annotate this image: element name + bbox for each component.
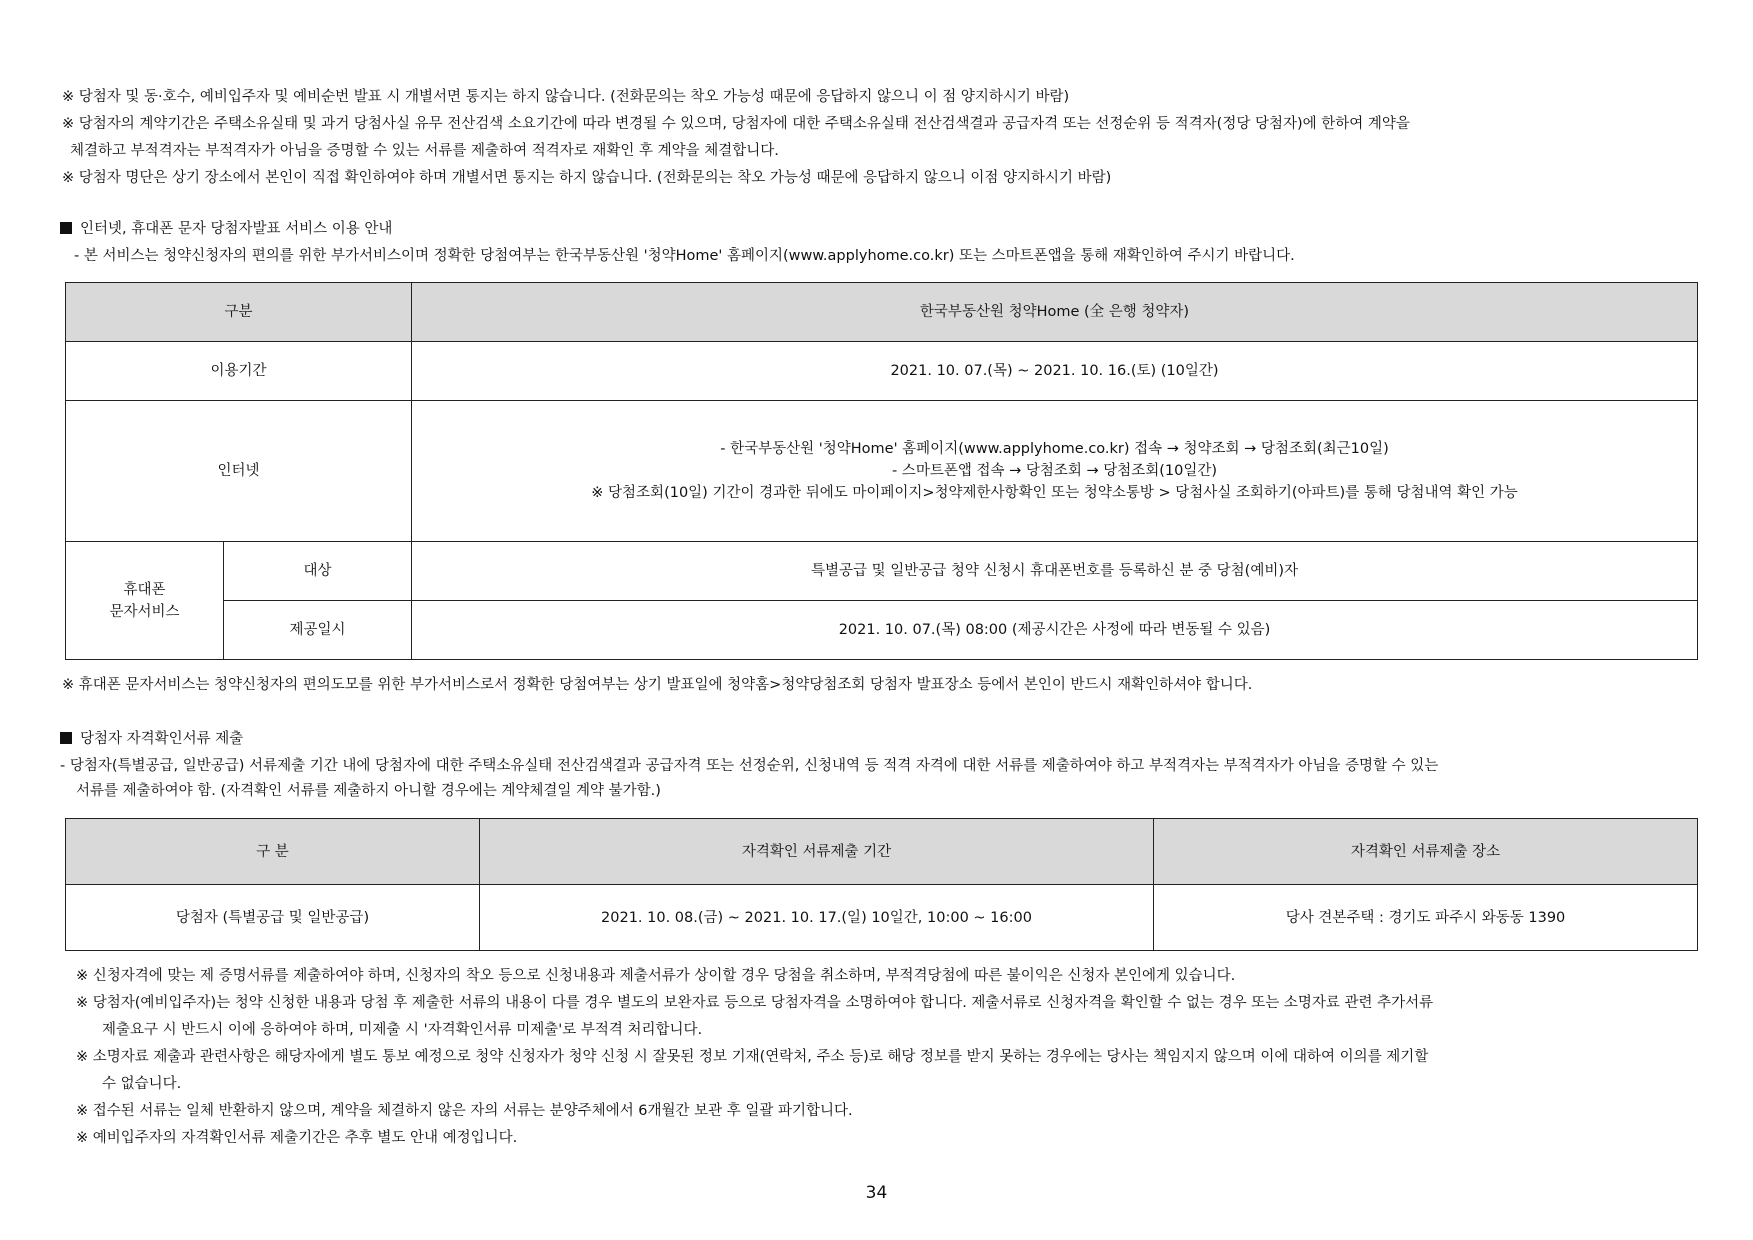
sms-label-line: 문자서비스 — [109, 603, 180, 620]
sms-footnote: ※ 휴대폰 문자서비스는 청약신청자의 편의도모를 위한 부가서비스로서 정확한 당첨여부는 상기 발표일에 청약홈>청약당첨조회 당첨자 발표장소 등에서 본인이 반드시 재확인하셔야 합니다. — [62, 677, 1253, 693]
note: ※ 신청자격에 맞는 제 증명서류를 제출하여야 하며, 신청자의 착오 등으로 신청내용과 제출서류가 상이할 경우 당첨을 취소하며, 부적격당첨에 따른 불이익은 신청자 본인에게 있습니다. — [76, 968, 1236, 984]
time-value: 2021. 10. 07.(목) 08:00 (제공시간은 사정에 따라 변동될 수 있음) — [412, 601, 1698, 660]
table-row — [66, 885, 1698, 951]
note: ※ 당첨자(예비입주자)는 청약 신청한 내용과 당첨 후 제출한 서류의 내용이 다를 경우 별도의 보완자료 등으로 당첨자격을 소명하여야 합니다. 제출서류로 신청자격을 확인할 수 없는 경우 또는 소명자료 관련 추가서류 — [76, 995, 1434, 1011]
period-label: 이용기간 — [66, 342, 412, 401]
target-value: 특별공급 및 일반공급 청약 신청시 휴대폰번호를 등록하신 분 중 당첨(예비)자 — [412, 542, 1698, 601]
section-description-continuation: 서류를 제출하여야 함. (자격확인 서류를 제출하지 아니할 경우에는 계약체결일 계약 불가함.) — [76, 783, 661, 799]
section-description: - 본 서비스는 청약신청자의 편의를 위한 부가서비스이며 정확한 당첨여부는 한국부동산원 '청약Home' 홈페이지(www.applyhome.co.kr) 또는 스마트폰앱을 통해 재확인하여 주시기 바랍니다. — [74, 248, 1295, 264]
table-row — [66, 542, 1698, 601]
header-applyhome: 한국부동산원 청약Home (全 은행 청약자) — [412, 283, 1698, 342]
announcement-service-table — [65, 282, 1698, 660]
note-continuation: 제출요구 시 반드시 이에 응하여야 하며, 미제출 시 '자격확인서류 미제출'로 부적격 처리합니다. — [102, 1022, 703, 1038]
target-label: 대상 — [224, 542, 412, 601]
header-category: 구분 — [66, 283, 412, 342]
sms-label-line: 휴대폰 — [123, 581, 166, 598]
intro-notes — [62, 84, 1702, 192]
intro-note-continuation: 체결하고 부적격자는 부적격자가 아님을 증명할 수 있는 서류를 제출하여 적격자로 재확인 후 계약을 체결합니다. — [70, 143, 779, 159]
intro-note: ※ 당첨자의 계약기간은 주택소유실태 및 과거 당첨사실 유무 전산검색 소요기간에 따라 변경될 수 있으며, 당첨자에 대한 주택소유실태 전산검색결과 공급자격 또는 선정순위 등 적격자(정당 당첨자)에 한하여 계약을 — [62, 116, 1410, 132]
section-description: - 당첨자(특별공급, 일반공급) 서류제출 기간 내에 당첨자에 대한 주택소유실태 전산검색결과 공급자격 또는 선정순위, 신청내역 등 적격 자격에 대한 서류를 제출하여야 하고 부적격자는 부적격자가 아님을 증명할 수 있는 — [60, 758, 1439, 774]
table-row — [66, 601, 1698, 660]
square-bullet-icon — [60, 732, 72, 744]
note: ※ 소명자료 제출과 관련사항은 해당자에게 별도 통보 예정으로 청약 신청자가 청약 신청 시 잘못된 정보 기재(연락처, 주소 등)로 해당 정보를 받지 못하는 경우에는 당사는 책임지지 않으며 이에 대하여 이의를 제기할 — [76, 1049, 1429, 1065]
time-label: 제공일시 — [224, 601, 412, 660]
internet-line: - 한국부동산원 '청약Home' 홈페이지(www.applyhome.co.kr) 접속 → 청약조회 → 당첨조회(최근10일) — [720, 441, 1389, 457]
header-category: 구 분 — [66, 819, 480, 885]
intro-note: ※ 당첨자 및 동·호수, 예비입주자 및 예비순번 발표 시 개별서면 통지는 하지 않습니다. (전화문의는 착오 가능성 때문에 응답하지 않으니 이 점 양지하시기 바람) — [62, 89, 1070, 105]
internet-value — [412, 401, 1698, 542]
internet-line: ※ 당첨조회(10일) 기간이 경과한 뒤에도 마이페이지>청약제한사항확인 또는 청약소통방 > 당첨사실 조회하기(아파트)를 통해 당첨내역 확인 가능 — [591, 485, 1518, 501]
note: ※ 접수된 서류는 일체 반환하지 않으며, 계약을 체결하지 않은 자의 서류는 분양주체에서 6개월간 보관 후 일괄 파기합니다. — [76, 1103, 853, 1119]
note-continuation: 수 없습니다. — [102, 1076, 182, 1092]
table-row — [66, 401, 1698, 542]
document-notes — [76, 963, 1696, 1152]
table-header-row — [66, 283, 1698, 342]
submission-period: 2021. 10. 08.(금) ~ 2021. 10. 17.(일) 10일간, 10:00 ~ 16:00 — [480, 885, 1154, 951]
internet-line: - 스마트폰앱 접속 → 당첨조회 → 당첨조회(10일간) — [891, 463, 1218, 479]
table-row — [66, 342, 1698, 401]
section-heading-text: 인터넷, 휴대폰 문자 당첨자발표 서비스 이용 안내 — [80, 221, 393, 237]
sms-service-label — [66, 542, 224, 660]
applicant-type: 당첨자 (특별공급 및 일반공급) — [66, 885, 480, 951]
page-number: 34 — [865, 1183, 888, 1203]
square-bullet-icon — [60, 222, 72, 234]
submission-location: 당사 견본주택 : 경기도 파주시 와동동 1390 — [1154, 885, 1698, 951]
note: ※ 예비입주자의 자격확인서류 제출기간은 추후 별도 안내 예정입니다. — [76, 1130, 518, 1146]
header-location: 자격확인 서류제출 장소 — [1154, 819, 1698, 885]
section-heading-text: 당첨자 자격확인서류 제출 — [80, 731, 244, 747]
intro-note: ※ 당첨자 명단은 상기 장소에서 본인이 직접 확인하여야 하며 개별서면 통지는 하지 않습니다. (전화문의는 착오 가능성 때문에 응답하지 않으니 이점 양지하시기 바람) — [62, 170, 1112, 186]
period-value: 2021. 10. 07.(목) ~ 2021. 10. 16.(토) (10일간) — [412, 342, 1698, 401]
header-period: 자격확인 서류제출 기간 — [480, 819, 1154, 885]
section-heading-documents — [60, 729, 243, 749]
internet-label: 인터넷 — [66, 401, 412, 542]
document-submission-table — [65, 818, 1698, 951]
section-heading-sms-service — [60, 219, 392, 239]
table-header-row — [66, 819, 1698, 885]
